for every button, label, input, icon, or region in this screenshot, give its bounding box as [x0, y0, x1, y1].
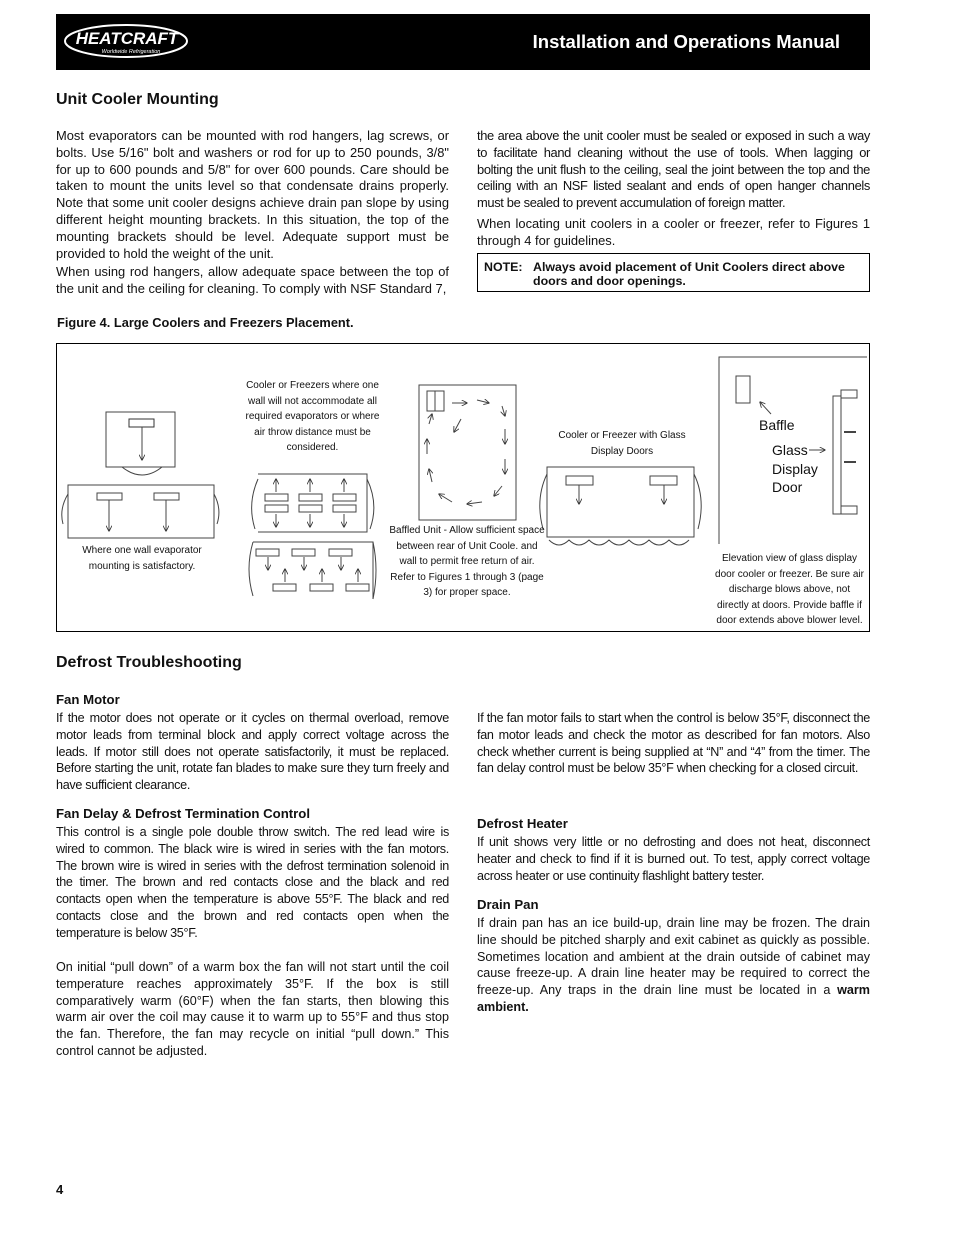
- baffle-label: Baffle: [759, 417, 795, 433]
- figure-caption: Figure 4. Large Coolers and Freezers Placement.: [57, 315, 354, 330]
- heatcraft-logo: [63, 23, 189, 59]
- subheading-fan-motor: Fan Motor: [56, 692, 120, 707]
- placement-figure: [56, 343, 870, 632]
- baffled-unit-diagram: [419, 385, 516, 520]
- manual-title: Installation and Operations Manual: [532, 31, 840, 52]
- glass-display-door-label: Glass Display Door: [772, 442, 818, 495]
- mounting-paragraph-2: When using rod hangers, allow adequate space between the top of the unit and the ceiling for cleaning. To comply with NSF Standard 7,: [56, 264, 449, 296]
- subheading-defrost-heater: Defrost Heater: [477, 816, 568, 831]
- elevation-view-caption: Elevation view of glass display door cooler or freezer. Be sure air discharge blows above, not directly at doors. Provide baffle if door extends above blower level.: [715, 553, 864, 627]
- section-heading-unit-cooler-mounting: Unit Cooler Mounting: [56, 91, 219, 108]
- cooler-freezers-caption: Cooler or Freezers where one wall will not accommodate all required evaporators or where air throw distance must be considered.: [245, 380, 380, 454]
- fan-motor-paragraph: If the motor does not operate or it cycles on thermal overload, remove motor leads from terminal block and apply correct voltage across the leads. If motor still does not operate satisfactorily, it must be replaced. Before starting the unit, rotate fan blades to make sure they turn freely and have sufficient clearance.: [56, 711, 449, 793]
- note-label: NOTE:: [484, 260, 523, 274]
- baffled-unit-caption: Baffled Unit - Allow sufficient space between rear of Unit Coole. and wall to permit free return of air. Refer to Figures 1 through 3 (page 3) for proper space.: [389, 525, 545, 599]
- mounting-paragraph-4: When locating unit coolers in a cooler or freezer, refer to Figures 1 through 4 for guidelines.: [477, 216, 870, 248]
- subheading-drain-pan: Drain Pan: [477, 897, 539, 912]
- glass-doors-caption: Cooler or Freezer with Glass Display Doors: [558, 430, 686, 457]
- multi-evaporator-room-diagram: [252, 474, 374, 532]
- note-box: [477, 253, 870, 292]
- drain-pan-paragraph: [477, 915, 870, 1016]
- multi-evaporator-room-diagram-2: [249, 542, 376, 599]
- fan-motor-paragraph-2: If the fan motor fails to start when the control is below 35°F, disconnect the fan motor leads and check the motor as described for fan motors. Also check whether current is being supplied at “N” and “4” from the timer. The fan delay control must be below 35°F when checking for a closed circuit.: [477, 711, 870, 776]
- logo-wordmark: HEATCRAFT: [75, 29, 179, 48]
- one-wall-room-diagram: [62, 485, 219, 538]
- note-text: Always avoid placement of Unit Coolers direct above doors and door openings.: [533, 260, 845, 288]
- defrost-heater-paragraph: If unit shows very little or no defrosting and does not heat, disconnect heater and check to find if it is burned out. To test, apply correct voltage across heater or use continuity flashlight battery tester.: [477, 835, 870, 883]
- logo-tagline: Worldwide Refrigeration: [101, 49, 161, 55]
- one-wall-caption: Where one wall evaporator mounting is satisfactory.: [82, 545, 202, 572]
- drain-pan-text: If drain pan has an ice build-up, drain line may be frozen. The drain line should be pitched sharply and exit cabinet as quickly as possible. Sometimes location and ambient at the drain outside of cabinet may cause freeze-up. A drain line heater may be required to correct the freeze-up. Any traps in the drain line must be located in a: [477, 916, 870, 998]
- subheading-fan-delay: Fan Delay & Defrost Termination Control: [56, 806, 311, 821]
- fan-delay-paragraph-1: This control is a single pole double throw switch. The red lead wire is wired to common. The black wire is wired in series with the fan motors. The brown wire is wired in series with the defrost termination solenoid in the timer. The brown and red contacts close and the black and red contacts open when the temperature is above 55°F. The black and red contacts close and the brown and red contacts open when the temperature is below 35°F.: [56, 825, 449, 940]
- page-number: 4: [56, 1182, 64, 1197]
- page-header: [56, 14, 870, 70]
- fan-delay-paragraph-2: On initial “pull down” of a warm box the fan will not start until the coil temperature reaches approximately 35°F. If the box is still comparatively warm (60°F) when the fan starts, then blowing this warm air over the coil may cause it to warm up to 55°F and thus stop the fan. Therefore, the fan may recycle on initial “pull down.” This control cannot be adjusted.: [56, 960, 449, 1058]
- mounting-paragraph-1: Most evaporators can be mounted with rod hangers, lag screws, or bolts. Use 5/16" bolt and washers or rod for up to 250 pounds, 3/8" for up to 600 pounds and 5/8" for over 600 pounds. Care should be taken to mount the units level so that condensate drains properly. Note that some unit cooler designs achieve drain pan slope by using different height mounting brackets. In this situation, the top of the mounting brackets should be level. Adequate support must be provided to hold the weight of the unit.: [56, 128, 449, 261]
- mounting-paragraph-3: the area above the unit cooler must be sealed or exposed in such a way to facilitate hand cleaning without the use of tools. When lagging or bolting the unit flush to the ceiling, seal the joint between the top and the ceiling with an NSF listed sealant and ends of open hanger channels must be sealed to prevent accumulation of foreign matter.: [477, 128, 870, 211]
- section-heading-defrost-troubleshooting: Defrost Troubleshooting: [56, 654, 242, 671]
- glass-doors-room-diagram: [540, 467, 701, 545]
- small-room-diagram: [106, 412, 175, 475]
- drain-pan-emphasis: warm ambient.: [477, 983, 871, 1014]
